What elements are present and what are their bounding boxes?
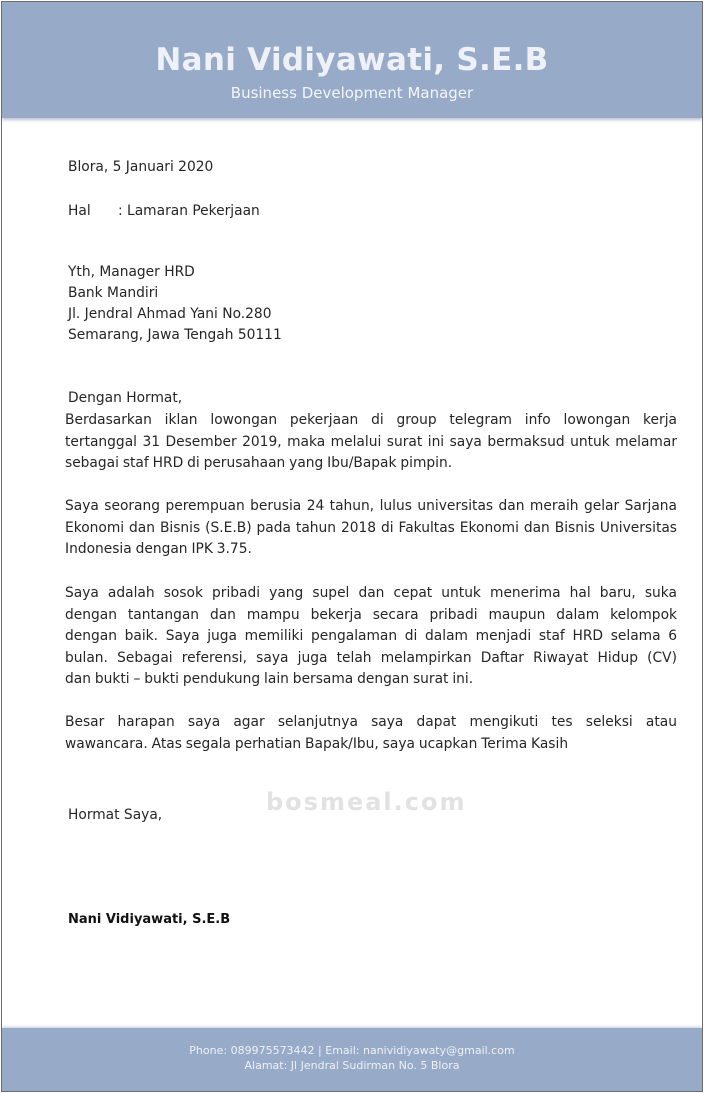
paragraph-line: Saya adalah sosok pribadi yang supel dan cepat untuk menerima hal baru, suka (65, 585, 677, 601)
paragraph-line: Berdasarkan iklan lowongan pekerjaan di group telegram info lowongan kerja (65, 412, 677, 428)
letter-date: Blora, 5 Januari 2020 (68, 159, 214, 175)
applicant-job-title: Business Development Manager (230, 84, 474, 102)
subject-label: Hal (68, 203, 91, 219)
footer-address: Alamat: Jl Jendral Sudirman No. 5 Blora (244, 1059, 460, 1072)
letter-footer (2, 1028, 702, 1091)
letter-page (1, 1, 703, 1092)
letter-body (2, 118, 702, 1028)
signature-name: Nani Vidiyawati, S.E.B (68, 912, 231, 927)
recipient-line: Jl. Jendral Ahmad Yani No.280 (68, 306, 272, 322)
recipient-line: Yth, Manager HRD (68, 264, 195, 280)
recipient-line: Bank Mandiri (68, 285, 159, 301)
paragraph-line: Indonesia dengan IPK 3.75. (65, 541, 252, 557)
paragraph-line: bulan. Sebagai referensi, saya juga telah melampirkan Daftar Riwayat Hidup (CV) (65, 649, 677, 666)
body-paragraph-3 (65, 583, 677, 691)
paragraph-line: Ekonomi dan Bisnis (S.E.B) pada tahun 2018 di Fakultas Ekonomi dan Bisnis Universitas (65, 519, 677, 536)
applicant-name: Nani Vidiyawati, S.E.B (155, 42, 549, 78)
footer-contact: Phone: 089975573442 | Email: nanividiyawaty@gmail.com (189, 1044, 515, 1057)
watermark: bosmeal.com (266, 788, 467, 816)
paragraph-line: dan bukti – bukti pendukung lain bersama dengan surat ini. (65, 671, 474, 687)
body-paragraph-4 (65, 712, 677, 755)
paragraph-line: tertanggal 31 Desember 2019, maka melalui surat ini saya bermaksud untuk melamar (65, 433, 677, 450)
paragraph-line: sebagai staf HRD di perusahaan yang Ibu/Bapak pimpin. (65, 455, 453, 471)
letterhead (2, 2, 702, 118)
subject-value: : Lamaran Pekerjaan (118, 203, 260, 219)
paragraph-line: Saya seorang perempuan berusia 24 tahun, lulus universitas dan meraih gelar Sarjana (65, 498, 677, 514)
paragraph-line: wawancara. Atas segala perhatian Bapak/Ibu, saya ucapkan Terima Kasih (65, 735, 569, 752)
closing: Hormat Saya, (68, 807, 163, 823)
paragraph-line: dengan tantangan dan mampu bekerja secara pribadi maupun dalam kelompok (65, 606, 677, 623)
body-paragraph-2 (65, 496, 677, 561)
greeting: Dengan Hormat, (68, 390, 183, 406)
paragraph-line: Besar harapan saya agar selanjutnya saya dapat mengikuti tes seleksi atau (65, 714, 677, 730)
body-paragraph-1 (65, 410, 677, 475)
recipient-line: Semarang, Jawa Tengah 50111 (68, 327, 282, 343)
paragraph-line: dengan baik. Saya juga memiliki pengalaman di dalam menjadi staf HRD selama 6 (65, 628, 677, 644)
